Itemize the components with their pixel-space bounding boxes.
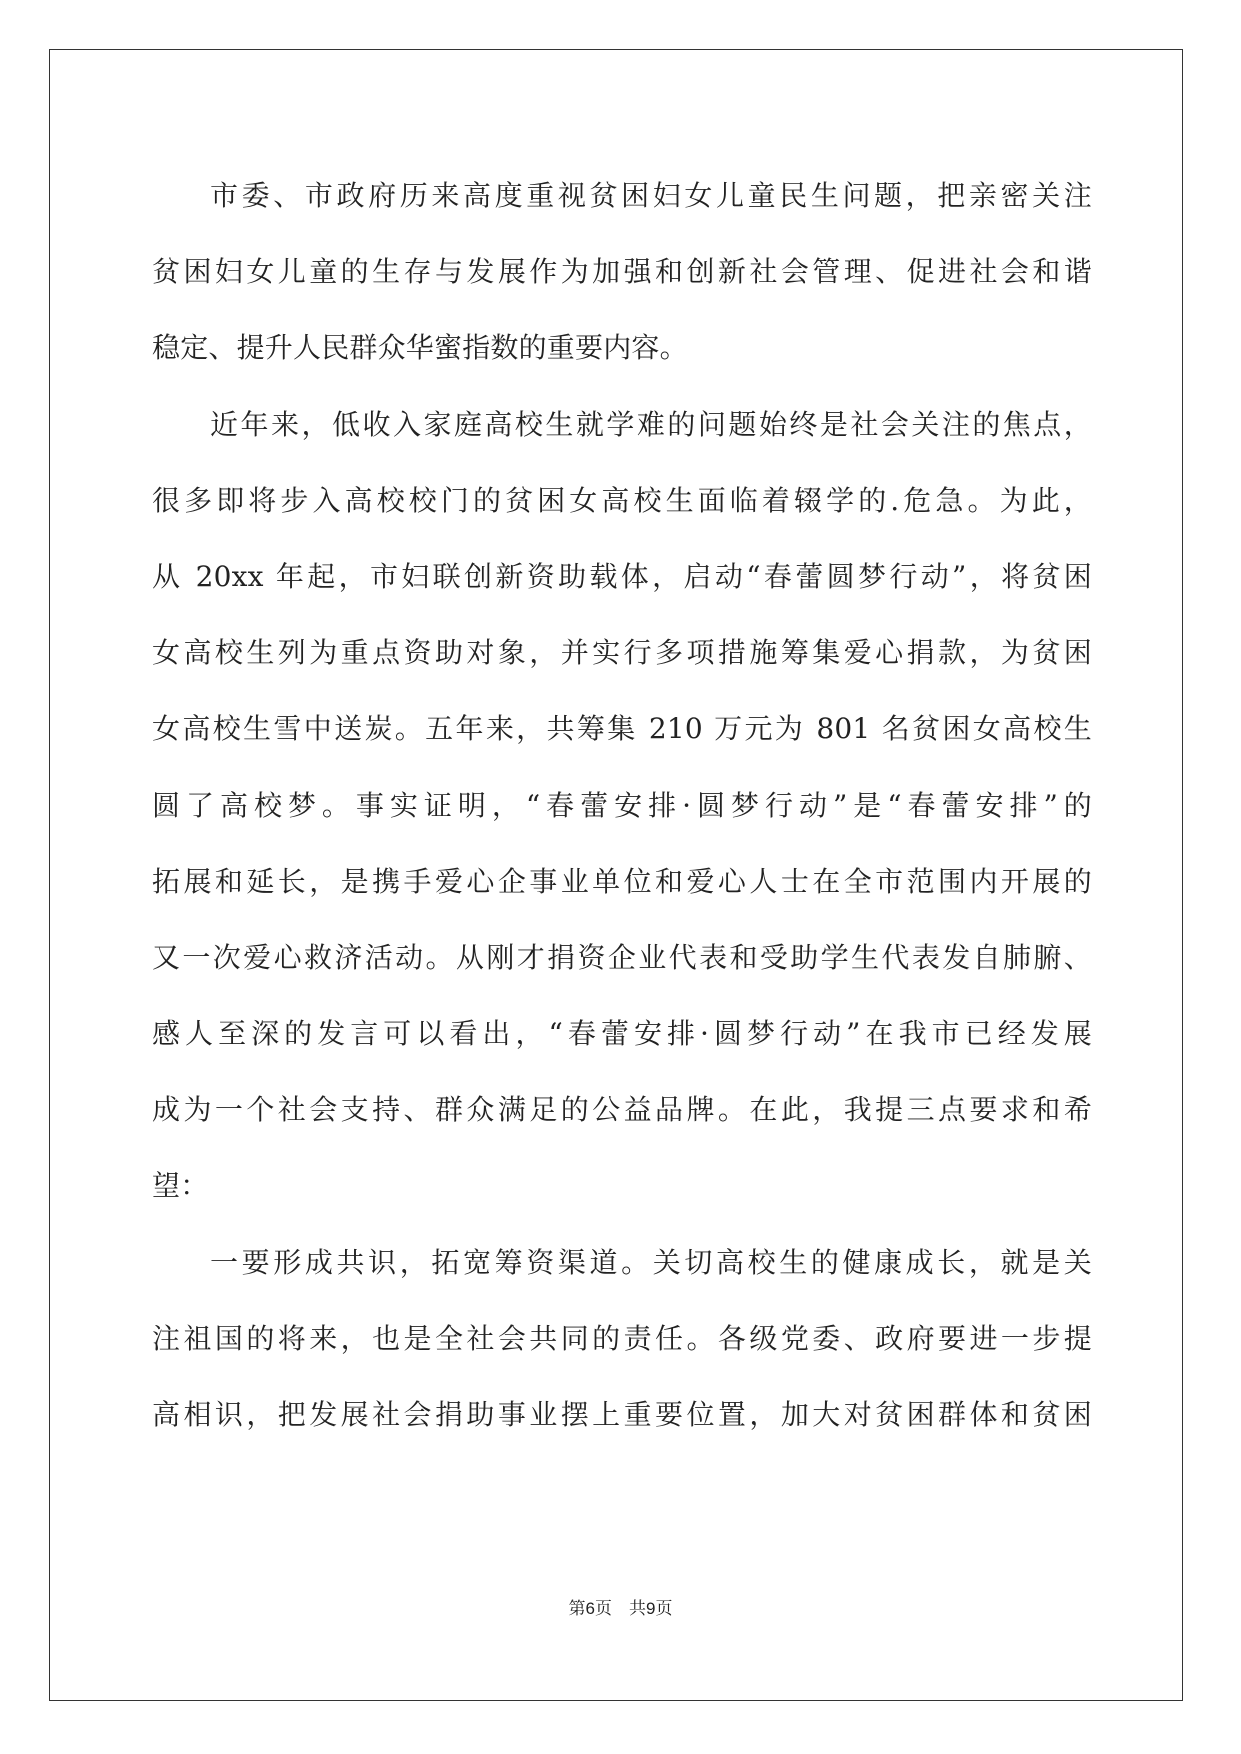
document-body [152,158,1092,1453]
paragraph-2-line-7: 拓展和延长，是携手爱心企事业单位和爱心人士在全市范围内开展的 [152,864,1092,898]
paragraph-2-line-1: 近年来，低收入家庭高校生就学难的问题始终是社会关注的焦点， [210,407,1092,441]
paragraph-1-line-2: 贫困妇女儿童的生存与发展作为加强和创新社会管理、促进社会和谐 [152,255,1092,289]
footer-current-page: 6 [585,1599,595,1618]
paragraph-2-line-5: 女高校生雪中送炭。五年来，共筹集 210 万元为 801 名贫困女高校生 [152,712,1092,746]
paragraph-2-line-8: 又一次爱心救济活动。从刚才捐资企业代表和受助学生代表发自肺腑、 [152,940,1092,974]
paragraph-2-line-2: 很多即将步入高校校门的贫困女高校生面临着辍学的.危急。为此， [152,483,1092,517]
paragraph-2-line-4: 女高校生列为重点资助对象，并实行多项措施筹集爱心捐款，为贫困 [152,636,1092,670]
footer-total-pages: 9 [646,1599,656,1618]
paragraph-3-line-2: 注祖国的将来，也是全社会共同的责任。各级党委、政府要进一步提 [152,1321,1092,1355]
paragraph-1-line-3: 稳定、提升人民群众华蜜指数的重要内容。 [152,331,688,365]
paragraph-2-line-10: 成为一个社会支持、群众满足的公益品牌。在此，我提三点要求和希 [152,1093,1092,1127]
page-number-footer [0,1594,1241,1619]
footer-prefix: 第 [568,1599,586,1619]
paragraph-3-line-1: 一要形成共识，拓宽筹资渠道。关切高校生的健康成长，就是关 [210,1245,1092,1279]
footer-middle: 页 共 [595,1599,646,1619]
paragraph-2-line-9: 感人至深的发言可以看出，“春蕾安排·圆梦行动”在我市已经发展 [152,1017,1092,1051]
paragraph-2-line-11: 望： [152,1169,209,1203]
paragraph-2-line-3: 从 20xx 年起，市妇联创新资助载体，启动“春蕾圆梦行动”，将贫困 [152,559,1092,593]
paragraph-1-line-1: 市委、市政府历来高度重视贫困妇女儿童民生问题，把亲密关注 [210,179,1092,212]
paragraph-2-line-6: 圆了高校梦。事实证明，“春蕾安排·圆梦行动”是“春蕾安排”的 [152,788,1092,822]
footer-suffix: 页 [655,1599,673,1619]
paragraph-3-line-3: 高相识，把发展社会捐助事业摆上重要位置，加大对贫困群体和贫困 [152,1398,1092,1431]
